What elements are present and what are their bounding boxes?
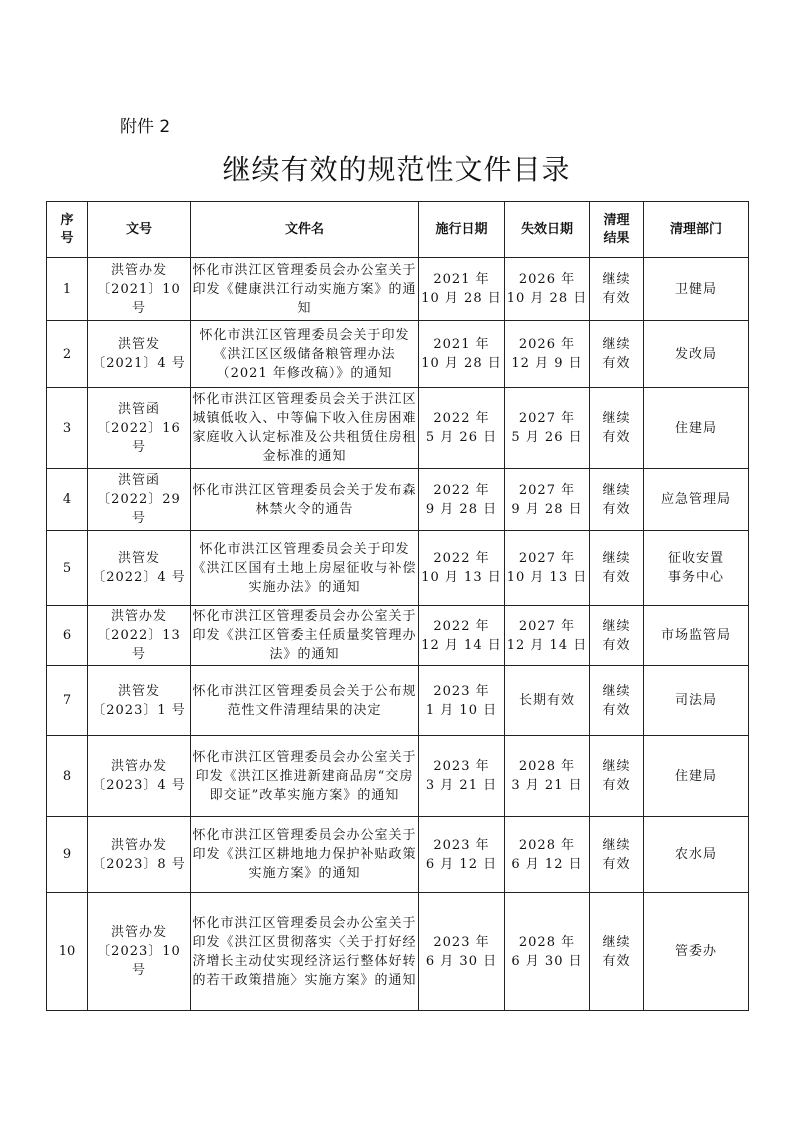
attachment-label: 附件 2 [120,117,171,137]
row-seq: 9 [47,817,88,893]
row-seq: 3 [47,388,88,469]
row-doc-name: 怀化市洪江区管理委员会办公室关于印发《洪江区推进新建商品房“交房即交证”改革实施方案》的通知 [191,736,419,817]
row-doc-name: 怀化市洪江区管理委员会办公室关于印发《洪江区耕地地力保护补贴政策实施方案》的通知 [191,817,419,893]
header-dept: 清理部门 [644,202,749,258]
row-seq: 1 [47,258,88,321]
row-dept: 市场监管局 [644,606,749,666]
row-result: 继续 有效 [590,321,644,388]
row-doc-no: 洪管办发 〔2023〕10 号 [88,893,191,1011]
row-expiry-date: 长期有效 [505,666,590,736]
row-effective-date: 2023 年 3 月 21 日 [419,736,505,817]
row-seq: 5 [47,531,88,606]
row-effective-date: 2023 年 6 月 30 日 [419,893,505,1011]
row-dept: 应急管理局 [644,469,749,531]
row-doc-no: 洪管发 〔2022〕4 号 [88,531,191,606]
table-row [47,469,749,531]
row-doc-name: 怀化市洪江区管理委员会关于印发《洪江区区级储备粮管理办法（2021 年修改稿）》的通知 [191,321,419,388]
page-title: 继续有效的规范性文件目录 [222,153,571,186]
row-result: 继续 有效 [590,736,644,817]
table-row [47,736,749,817]
row-result: 继续 有效 [590,666,644,736]
table-row [47,258,749,321]
row-doc-no: 洪管办发 〔2022〕13 号 [88,606,191,666]
row-dept: 征收安置 事务中心 [644,531,749,606]
row-seq: 4 [47,469,88,531]
row-result: 继续 有效 [590,258,644,321]
table-row [47,531,749,606]
table-row [47,388,749,469]
row-doc-name: 怀化市洪江区管理委员会关于印发《洪江区国有土地上房屋征收与补偿实施办法》的通知 [191,531,419,606]
row-effective-date: 2022 年 10 月 13 日 [419,531,505,606]
row-dept: 住建局 [644,388,749,469]
row-doc-no: 洪管函 〔2022〕29 号 [88,469,191,531]
row-seq: 6 [47,606,88,666]
table-row [47,666,749,736]
header-seq: 序 号 [47,202,88,258]
header-result: 清理 结果 [590,202,644,258]
header-effective-date: 施行日期 [419,202,505,258]
header-doc-no: 文号 [88,202,191,258]
row-doc-no: 洪管办发 〔2023〕8 号 [88,817,191,893]
row-seq: 7 [47,666,88,736]
row-doc-name: 怀化市洪江区管理委员会关于洪江区城镇低收入、中等偏下收入住房困难家庭收入认定标准及公共租赁住房租金标准的通知 [191,388,419,469]
row-dept: 发改局 [644,321,749,388]
table-row [47,893,749,1011]
table-row [47,321,749,388]
row-expiry-date: 2027 年 9 月 28 日 [505,469,590,531]
row-result: 继续 有效 [590,606,644,666]
row-doc-no: 洪管办发 〔2021〕10 号 [88,258,191,321]
row-effective-date: 2022 年 5 月 26 日 [419,388,505,469]
row-doc-no: 洪管发 〔2021〕4 号 [88,321,191,388]
row-expiry-date: 2026 年 10 月 28 日 [505,258,590,321]
row-result: 继续 有效 [590,893,644,1011]
row-expiry-date: 2028 年 6 月 12 日 [505,817,590,893]
row-dept: 管委办 [644,893,749,1011]
header-doc-name: 文件名 [191,202,419,258]
row-dept: 卫健局 [644,258,749,321]
row-effective-date: 2022 年 12 月 14 日 [419,606,505,666]
row-result: 继续 有效 [590,531,644,606]
row-expiry-date: 2028 年 6 月 30 日 [505,893,590,1011]
row-effective-date: 2023 年 6 月 12 日 [419,817,505,893]
row-doc-no: 洪管函 〔2022〕16 号 [88,388,191,469]
row-doc-name: 怀化市洪江区管理委员会办公室关于印发《洪江区管委主任质量奖管理办法》的通知 [191,606,419,666]
row-expiry-date: 2027 年 10 月 13 日 [505,531,590,606]
row-doc-name: 怀化市洪江区管理委员会关于公布规范性文件清理结果的决定 [191,666,419,736]
row-doc-no: 洪管办发 〔2023〕4 号 [88,736,191,817]
row-seq: 2 [47,321,88,388]
document-catalog-table [46,201,749,1011]
table-header-row [47,202,749,258]
row-effective-date: 2023 年 1 月 10 日 [419,666,505,736]
row-doc-no: 洪管发 〔2023〕1 号 [88,666,191,736]
row-effective-date: 2021 年 10 月 28 日 [419,321,505,388]
row-expiry-date: 2027 年 12 月 14 日 [505,606,590,666]
row-doc-name: 怀化市洪江区管理委员会办公室关于印发《洪江区贯彻落实〈关于打好经济增长主动仗实现经济运行整体好转的若干政策措施〉实施方案》的通知 [191,893,419,1011]
table-row [47,817,749,893]
row-seq: 10 [47,893,88,1011]
row-doc-name: 怀化市洪江区管理委员会办公室关于印发《健康洪江行动实施方案》的通知 [191,258,419,321]
row-result: 继续 有效 [590,388,644,469]
row-dept: 农水局 [644,817,749,893]
row-effective-date: 2022 年 9 月 28 日 [419,469,505,531]
row-expiry-date: 2028 年 3 月 21 日 [505,736,590,817]
table-row [47,606,749,666]
row-dept: 住建局 [644,736,749,817]
row-dept: 司法局 [644,666,749,736]
row-result: 继续 有效 [590,469,644,531]
row-expiry-date: 2027 年 5 月 26 日 [505,388,590,469]
row-seq: 8 [47,736,88,817]
row-result: 继续 有效 [590,817,644,893]
header-expiry-date: 失效日期 [505,202,590,258]
row-expiry-date: 2026 年 12 月 9 日 [505,321,590,388]
row-doc-name: 怀化市洪江区管理委员会关于发布森林禁火令的通告 [191,469,419,531]
row-effective-date: 2021 年 10 月 28 日 [419,258,505,321]
